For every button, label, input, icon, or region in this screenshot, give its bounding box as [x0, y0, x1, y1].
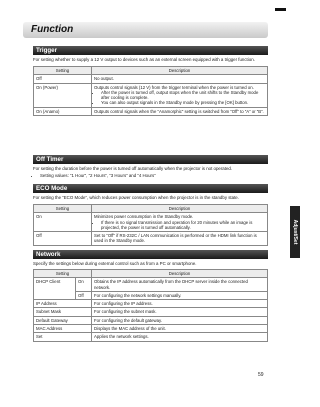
table-row	[34, 213, 268, 232]
table-row	[34, 308, 268, 316]
list-item: • You can also output signals in the Standby mode by pressing the [OK] button.	[101, 100, 265, 105]
description-cell: Obtains the IP address automatically from the DHCP server inside the connected network.	[92, 278, 268, 292]
setting-cell: On (Power)	[34, 83, 92, 107]
description-cell	[92, 213, 268, 232]
description-cell: Displays the MAC address of the unit.	[92, 325, 268, 333]
page-title-bar	[23, 22, 268, 38]
section-heading-off-timer: Off Timer	[33, 155, 268, 164]
list-item: • If there is no signal transmission and operation for 20 minutes while an image is projected, the power is turned off automatically.	[101, 220, 265, 231]
side-tab-label: Adjust/Set	[292, 219, 298, 245]
list-item: • Setting values: “1 Hour”, “2 Hours”, “3 Hours” and “4 Hours”	[40, 173, 268, 179]
section-heading-network: Network	[33, 250, 268, 259]
setting-cell: DHCP Client	[34, 278, 76, 300]
sub-setting-cell: Off	[76, 291, 92, 299]
description-text: Minimizes power consumption in the Standby mode.	[94, 214, 194, 220]
off-timer-description: For setting the duration before the power is turned off automatically when the projector is not operated.	[33, 166, 233, 171]
trigger-description: For setting whether to supply a 12 V output to devices such as an external screen equipped with a trigger function.	[33, 57, 255, 62]
section-heading-eco-mode: ECO Mode	[33, 184, 268, 193]
description-cell: No output.	[92, 75, 268, 83]
table-header-setting: Setting	[34, 270, 92, 278]
setting-cell: Subnet Mask	[34, 308, 92, 316]
table-row	[34, 107, 268, 115]
network-table	[33, 269, 268, 342]
setting-cell: MAC Address	[34, 325, 92, 333]
table-header-description: Description	[92, 205, 268, 213]
table-header-setting: Setting	[34, 205, 92, 213]
network-description: Specify the settings below during external control such as from a PC or smartphone.	[33, 261, 197, 266]
table-row	[34, 278, 268, 292]
table-row	[34, 83, 268, 107]
description-cell: For configuring the default gateway.	[92, 316, 268, 324]
page-number: 59	[258, 372, 264, 378]
page-title: Function	[31, 24, 74, 35]
section-heading-trigger: Trigger	[33, 46, 268, 55]
setting-cell: On	[34, 213, 92, 232]
setting-cell: Set	[34, 333, 92, 341]
side-tab-adjust-set	[290, 206, 300, 258]
description-cell: Set to “Off” if RS-232C / LAN communication is performed or the HDMI link function is used in the Standby mode.	[92, 232, 268, 246]
off-timer-bullet	[33, 173, 268, 179]
table-row	[34, 75, 268, 83]
table-header-description: Description	[92, 270, 268, 278]
setting-cell: Off	[34, 75, 92, 83]
description-cell: For configuring the IP address.	[92, 300, 268, 308]
description-cell: Applies the network settings.	[92, 333, 268, 341]
setting-cell: Off	[34, 232, 92, 246]
table-row	[34, 316, 268, 324]
description-cell	[92, 83, 268, 107]
table-header-description: Description	[92, 67, 268, 75]
eco-mode-description: For setting the “ECO Mode”, which reduces power consumption when the projector is in the standby state.	[33, 195, 239, 200]
description-cell: For configuring the network settings manually.	[92, 291, 268, 299]
page-corner-mark	[275, 8, 286, 11]
table-row	[34, 333, 268, 341]
sub-setting-cell: On	[76, 278, 92, 292]
table-row	[34, 300, 268, 308]
list-item: • After the power is turned off, output stops when the unit shifts to the Standby mode after cooling is complete.	[101, 90, 265, 101]
table-row	[34, 232, 268, 246]
setting-cell: On (Anamo)	[34, 107, 92, 115]
description-text: Outputs control signals (12 V) from the trigger terminal when the power is turned on.	[94, 84, 254, 90]
eco-mode-table	[33, 204, 268, 246]
setting-cell: IP Address	[34, 300, 92, 308]
description-cell: Outputs control signals when the “Anamorphic” setting is switched from “Off” to “A” or “B”.	[92, 107, 268, 115]
description-cell: For configuring the subnet mask.	[92, 308, 268, 316]
trigger-table	[33, 66, 268, 116]
table-row	[34, 325, 268, 333]
setting-cell: Default Gateway	[34, 316, 92, 324]
table-header-setting: Setting	[34, 67, 92, 75]
